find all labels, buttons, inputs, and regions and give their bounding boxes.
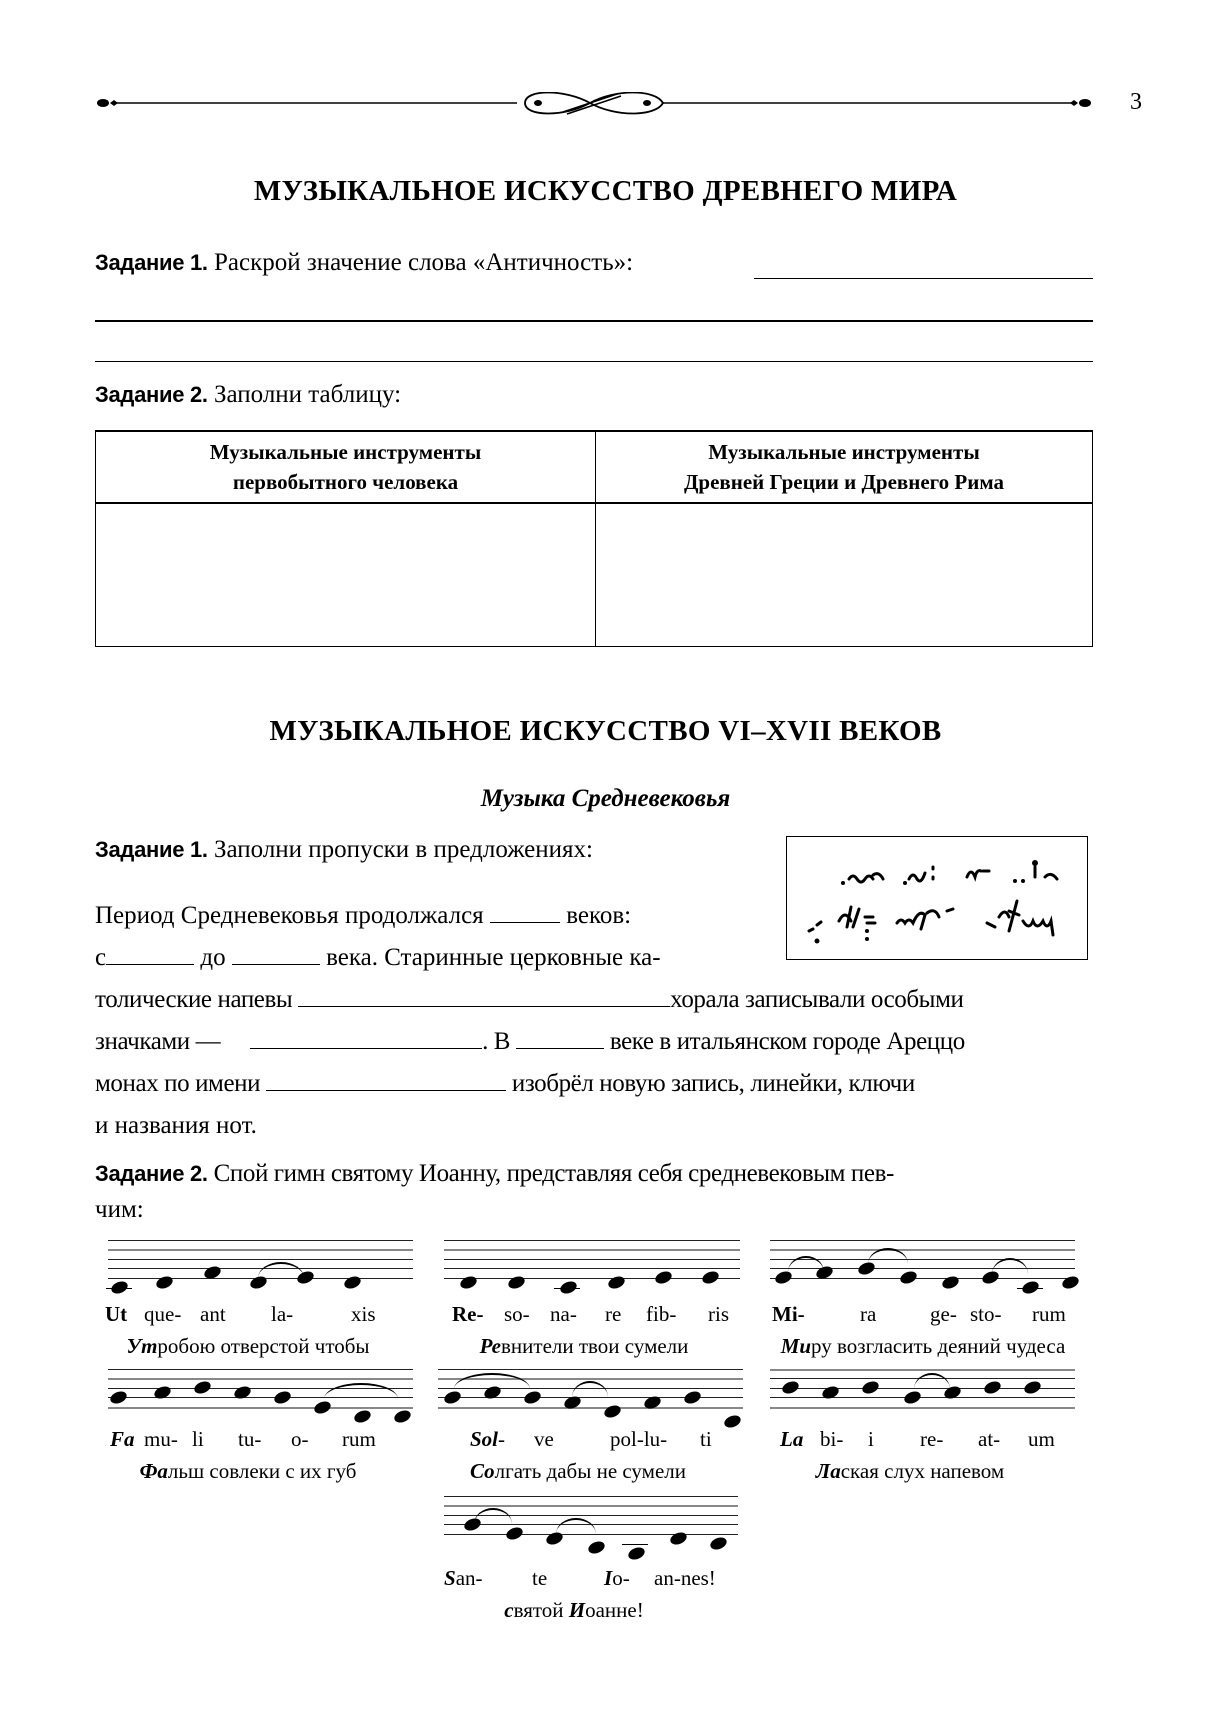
translation-line: Солгать дабы не сумели xyxy=(470,1459,686,1483)
note xyxy=(587,1539,607,1556)
translation-line: Фальш совлеки с их губ xyxy=(139,1459,357,1483)
task-1-ancient xyxy=(95,249,633,277)
answer-line[interactable] xyxy=(754,278,1093,279)
note xyxy=(701,1269,721,1286)
task-label: Задание 2. xyxy=(95,1161,208,1186)
blank-notation-signs[interactable] xyxy=(250,1047,482,1049)
task-label: Задание 1. xyxy=(95,837,208,862)
staff-sol: Sol- ve pol-lu- ti Солгать дабы не сумели xyxy=(438,1369,743,1449)
table-cell-primitive[interactable] xyxy=(96,503,596,647)
task-label: Задание 2. xyxy=(95,382,208,407)
note xyxy=(313,1399,333,1416)
answer-line[interactable] xyxy=(95,361,1093,362)
note xyxy=(1061,1274,1081,1291)
blank-end-century[interactable] xyxy=(232,963,320,965)
note xyxy=(899,1269,919,1286)
staff-fa: Fa mu- li tu- o- rum Фальш совлеки с их губ xyxy=(108,1369,413,1449)
lyric-syllable: Ut xyxy=(105,1302,128,1326)
lyric-syllable: Re- xyxy=(452,1302,484,1326)
task-text: Заполни пропуски в предложениях: xyxy=(213,836,593,863)
note xyxy=(627,1545,647,1562)
note xyxy=(1023,1379,1043,1396)
note xyxy=(110,1279,130,1296)
note xyxy=(1021,1279,1041,1296)
note xyxy=(861,1379,881,1396)
neume-notation-icon xyxy=(787,837,1087,959)
table-cell-greece-rome[interactable] xyxy=(596,503,1093,647)
note xyxy=(507,1274,527,1291)
note xyxy=(709,1535,729,1552)
note xyxy=(669,1530,689,1547)
staff-re: Re- so- na- re fib- ris Ревнители твои сумели xyxy=(444,1240,740,1320)
note xyxy=(603,1403,623,1420)
blank-century[interactable] xyxy=(516,1047,604,1049)
translation-line: Ревнители твои сумели xyxy=(479,1334,689,1358)
translation-line: Лаская слух напевом xyxy=(815,1459,1005,1483)
staff-ut: Ut que- ant la- xis Утробою отверстой чтобы xyxy=(108,1240,413,1320)
instruments-table xyxy=(95,430,1093,647)
note xyxy=(903,1389,923,1406)
note xyxy=(393,1408,413,1425)
note xyxy=(273,1389,293,1406)
task-1-medieval xyxy=(95,836,593,864)
translation-line: святой Иоанне! xyxy=(504,1598,644,1622)
lyric-syllable: Mi- xyxy=(772,1302,805,1326)
staff-sante-ioannes: San- te Io- an-nes! святой Иоанне! xyxy=(444,1496,738,1576)
paragraph-line-4: значками — . В веке в итальянском городе Ареццо xyxy=(95,1028,965,1055)
lyric-syllable: San- xyxy=(444,1566,483,1590)
blank-chorale-name[interactable] xyxy=(298,1005,670,1007)
task-2-ancient xyxy=(95,381,401,409)
paragraph-line-1: Период Средневековья продолжался веков: xyxy=(95,902,632,929)
note xyxy=(523,1389,543,1406)
blank-centuries-count[interactable] xyxy=(490,921,560,923)
note xyxy=(109,1389,129,1406)
task-text: Раскрой значение слова «Античность»: xyxy=(213,249,634,276)
task-2-medieval-cont: чим: xyxy=(95,1196,144,1223)
note xyxy=(505,1525,525,1542)
note xyxy=(353,1408,373,1425)
task-2-medieval xyxy=(95,1160,894,1188)
note xyxy=(559,1279,579,1296)
task-text: Заполни таблицу: xyxy=(213,381,402,408)
blank-monk-name[interactable] xyxy=(266,1089,506,1091)
staff-mi: Mi- ra ge- sto- rum Миру возгласить деяний чудеса xyxy=(770,1240,1075,1320)
translation-line: Утробою отверстой чтобы xyxy=(126,1334,370,1358)
note xyxy=(723,1413,743,1430)
column-header-greece-rome: Музыкальные инструменты Древней Греции и Древнего Рима xyxy=(596,431,1093,503)
paragraph-line-2: с до века. Старинные церковные ка- xyxy=(95,944,661,971)
column-header-primitive: Музыкальные инструменты первобытного человека xyxy=(96,431,596,503)
section-title-medieval: МУЗЫКАЛЬНОЕ ИСКУССТВО VI–XVII ВЕКОВ xyxy=(269,715,942,747)
paragraph-line-3: толические напевы хорала записывали особыми xyxy=(95,986,964,1013)
note xyxy=(443,1389,463,1406)
subtitle-medieval-music: Музыка Средневековья xyxy=(480,785,731,812)
page-number: 3 xyxy=(1130,89,1142,115)
lyric-syllable: Io- xyxy=(604,1566,630,1590)
section-title-ancient: МУЗЫКАЛЬНОЕ ИСКУССТВО ДРЕВНЕГО МИРА xyxy=(253,175,958,207)
note xyxy=(459,1274,479,1291)
paragraph-line-6: и названия нот. xyxy=(95,1112,257,1139)
lyric-syllable: Sol- xyxy=(470,1427,506,1451)
note xyxy=(983,1379,1003,1396)
answer-line[interactable] xyxy=(95,320,1093,322)
staff-la: La bi- i re- at- um Лаская слух напевом xyxy=(770,1369,1075,1449)
blank-start-century[interactable] xyxy=(106,963,194,965)
task-text: Спой гимн святому Иоанну, представляя себя средневековым пев- xyxy=(213,1160,894,1187)
flourish-ornament-icon xyxy=(95,92,1095,116)
note xyxy=(193,1379,213,1396)
note xyxy=(155,1274,175,1291)
lyric-syllable: Fa xyxy=(110,1427,135,1451)
note xyxy=(343,1274,363,1291)
note xyxy=(654,1269,674,1286)
lyric-syllable: La xyxy=(780,1427,804,1451)
note xyxy=(153,1384,173,1401)
note xyxy=(683,1389,703,1406)
task-label: Задание 1. xyxy=(95,250,208,275)
note xyxy=(233,1384,253,1401)
note xyxy=(781,1379,801,1396)
note xyxy=(941,1274,961,1291)
neume-notation-image xyxy=(786,836,1088,960)
note xyxy=(821,1384,841,1401)
note xyxy=(607,1274,627,1291)
translation-line: Миру возгласить деяний чудеса xyxy=(780,1334,1066,1358)
paragraph-line-5: монах по имени изобрёл новую запись, линейки, ключи xyxy=(95,1070,915,1097)
